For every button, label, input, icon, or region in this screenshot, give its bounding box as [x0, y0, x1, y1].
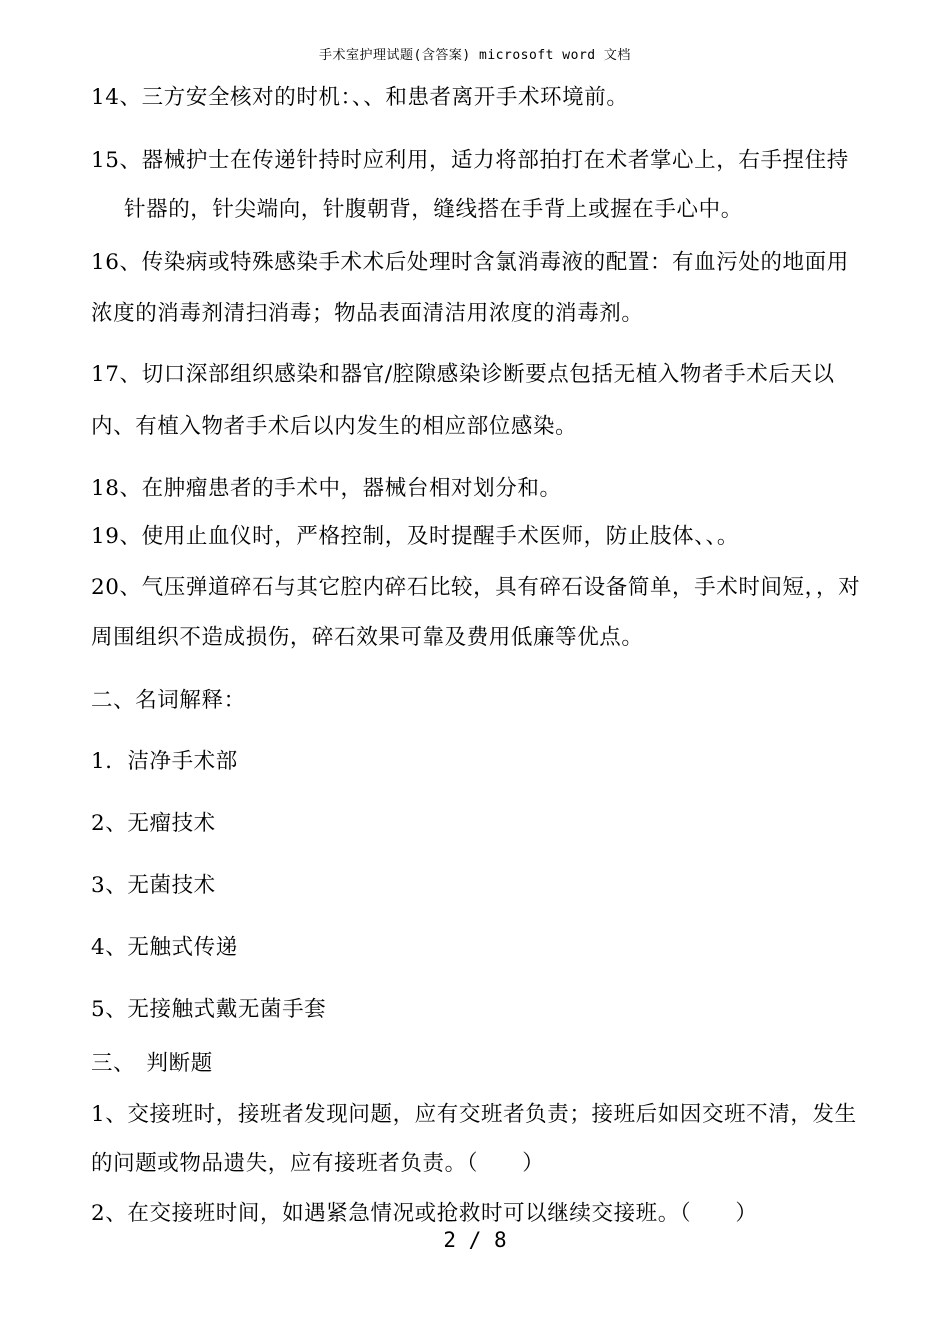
question-19: 19、使用止血仪时，严格控制，及时提醒手术医师，防止肢体、、。 [91, 524, 739, 549]
definition-item-3: 3、无菌技术 [91, 873, 216, 898]
question-17-line-2: 内、有植入物者手术后以内发生的相应部位感染。 [91, 414, 578, 439]
question-18: 18、在肿瘤患者的手术中，器械台相对划分和。 [91, 476, 562, 501]
question-15-line-2: 针器的，针尖端向，针腹朝背，缝线搭在手背上或握在手心中。 [124, 197, 743, 222]
definition-item-5: 5、无接触式戴无菌手套 [91, 997, 327, 1022]
definition-item-1: 1．洁净手术部 [91, 749, 238, 774]
definition-item-4: 4、无触式传递 [91, 935, 238, 960]
page-number: 2 / 8 [443, 1228, 507, 1252]
question-16-line-1: 16、传染病或特殊感染手术术后处理时含氯消毒液的配置：有血污处的地面用 [91, 250, 849, 275]
question-17-line-1: 17、切口深部组织感染和器官/腔隙感染诊断要点包括无植入物者手术后天以 [91, 362, 835, 387]
question-16-line-2: 浓度的消毒剂清扫消毒；物品表面清洁用浓度的消毒剂。 [91, 301, 644, 326]
judgment-1-line-1: 1、交接班时，接班者发现问题，应有交班者负责；接班后如因交班不清，发生 [91, 1102, 857, 1127]
question-20-line-1: 20、气压弹道碎石与其它腔内碎石比较，具有碎石设备简单，手术时间短，，对 [91, 575, 861, 600]
question-20-line-2: 周围组织不造成损伤，碎石效果可靠及费用低廉等优点。 [91, 625, 644, 650]
question-15-line-1: 15、器械护士在传递针持时应利用，适力将部拍打在术者掌心上，右手捏住持 [91, 148, 849, 173]
page-header: 手术室护理试题(含答案) microsoft word 文档 [319, 48, 631, 63]
definition-item-2: 2、无瘤技术 [91, 811, 216, 836]
judgment-2: 2、在交接班时间，如遇紧急情况或抢救时可以继续交接班。（ ） [91, 1201, 758, 1226]
section-heading-definitions: 二、名词解释： [91, 688, 246, 713]
judgment-1-line-2: 的问题或物品遗失，应有接班者负责。（ ） [91, 1151, 545, 1176]
question-14: 14、三方安全核对的时机：、、和患者离开手术环境前。 [91, 85, 629, 110]
section-heading-true-false: 三、 判断题 [91, 1051, 213, 1076]
